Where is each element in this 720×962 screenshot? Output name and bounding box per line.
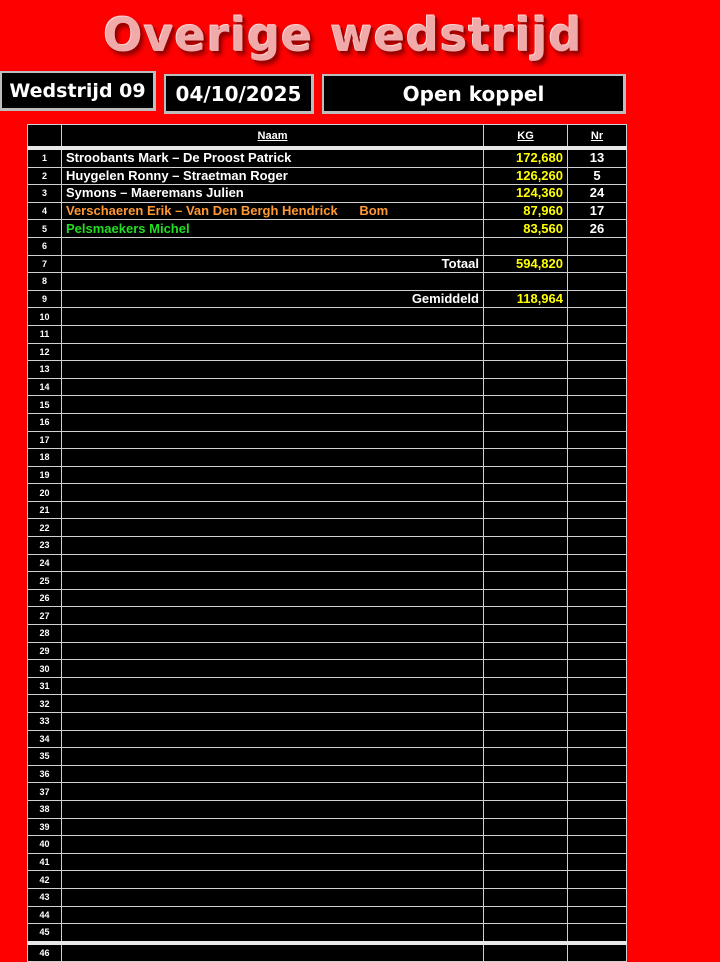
row-name [62,607,484,625]
row-index: 4 [28,202,62,220]
row-kg: 172,680 [484,148,568,167]
row-nr [568,800,627,818]
row-nr [568,396,627,414]
row-kg [484,748,568,766]
row-name [62,800,484,818]
row-kg [484,519,568,537]
row-nr [568,449,627,467]
row-index: 9 [28,290,62,308]
row-nr [568,853,627,871]
row-kg [484,554,568,572]
row-name [62,466,484,484]
table-row [28,853,627,871]
row-name [62,343,484,361]
table-row [28,148,627,167]
row-name [62,748,484,766]
table-row [28,449,627,467]
row-index: 15 [28,396,62,414]
row-nr [568,943,627,962]
row-index: 39 [28,818,62,836]
row-kg [484,501,568,519]
row-index: 30 [28,660,62,678]
table-row [28,871,627,889]
row-index: 2 [28,167,62,185]
table-row [28,783,627,801]
match-label: Wedstrijd 09 [0,71,156,111]
row-index: 11 [28,325,62,343]
row-index: 36 [28,765,62,783]
row-index: 43 [28,888,62,906]
table-row [28,730,627,748]
header-nr: Nr [568,125,627,149]
row-nr [568,783,627,801]
row-kg [484,677,568,695]
row-nr [568,361,627,379]
row-nr [568,343,627,361]
table-row [28,343,627,361]
row-nr [568,642,627,660]
row-nr [568,554,627,572]
row-kg [484,361,568,379]
row-name [62,642,484,660]
row-nr [568,607,627,625]
match-date: 04/10/2025 [164,74,314,114]
row-kg [484,713,568,731]
row-index: 13 [28,361,62,379]
competition-type: Open koppel [322,74,626,114]
header-naam: Naam [62,125,484,149]
row-kg [484,818,568,836]
row-name [62,924,484,943]
table-header-row [28,125,627,149]
row-nr: 26 [568,220,627,238]
row-index: 26 [28,589,62,607]
row-index: 18 [28,449,62,467]
row-kg [484,413,568,431]
row-kg [484,800,568,818]
row-name: Stroobants Mark – De Proost Patrick [62,148,484,167]
row-index: 17 [28,431,62,449]
row-index: 21 [28,501,62,519]
row-name [62,325,484,343]
row-name [62,730,484,748]
page-title: Overige wedstrijd [103,8,583,62]
row-kg [484,660,568,678]
table-row [28,800,627,818]
table-row [28,748,627,766]
row-nr [568,589,627,607]
table-row [28,273,627,291]
row-kg [484,308,568,326]
table-row [28,413,627,431]
row-kg [484,449,568,467]
row-nr [568,484,627,502]
row-index: 29 [28,642,62,660]
row-name [62,501,484,519]
row-kg [484,906,568,924]
row-index: 24 [28,554,62,572]
table-row [28,765,627,783]
row-kg [484,431,568,449]
row-nr [568,237,627,255]
row-nr [568,501,627,519]
table-row [28,589,627,607]
row-kg [484,466,568,484]
row-kg: 83,560 [484,220,568,238]
row-kg [484,695,568,713]
table-row [28,818,627,836]
row-index: 34 [28,730,62,748]
row-nr [568,572,627,590]
table-row [28,237,627,255]
results-table [27,124,627,962]
row-name: Huygelen Ronny – Straetman Roger [62,167,484,185]
results-table-container [27,124,626,962]
row-nr [568,431,627,449]
row-index: 42 [28,871,62,889]
row-nr [568,378,627,396]
row-index: 22 [28,519,62,537]
table-row [28,501,627,519]
row-index: 37 [28,783,62,801]
header-index [28,125,62,149]
row-name [62,484,484,502]
table-row [28,220,627,238]
row-index: 7 [28,255,62,273]
row-kg [484,484,568,502]
row-index: 31 [28,677,62,695]
table-row [28,484,627,502]
row-kg [484,625,568,643]
row-nr [568,924,627,943]
table-row [28,290,627,308]
row-name [62,449,484,467]
row-name: Pelsmaekers Michel [62,220,484,238]
table-row [28,185,627,203]
row-index: 5 [28,220,62,238]
row-nr [568,625,627,643]
row-index: 35 [28,748,62,766]
row-name [62,677,484,695]
row-name [62,361,484,379]
row-nr [568,466,627,484]
table-row [28,255,627,273]
row-kg [484,836,568,854]
row-index: 12 [28,343,62,361]
row-name [62,413,484,431]
table-row [28,677,627,695]
table-row [28,378,627,396]
row-index: 8 [28,273,62,291]
row-kg: 126,260 [484,167,568,185]
table-row [28,519,627,537]
table-row [28,906,627,924]
row-name [62,396,484,414]
row-name [62,273,484,291]
table-row [28,713,627,731]
row-name [62,783,484,801]
table-row [28,695,627,713]
row-name [62,589,484,607]
row-kg [484,572,568,590]
row-name [62,660,484,678]
row-nr [568,765,627,783]
row-nr [568,325,627,343]
row-kg [484,783,568,801]
row-nr [568,713,627,731]
row-name [62,308,484,326]
row-nr [568,730,627,748]
table-row [28,625,627,643]
table-row [28,943,627,962]
row-nr [568,519,627,537]
row-nr [568,255,627,273]
row-name [62,519,484,537]
row-name [62,818,484,836]
row-nr [568,906,627,924]
row-name [62,237,484,255]
total-label: Totaal [62,255,484,273]
row-index: 40 [28,836,62,854]
row-index: 19 [28,466,62,484]
row-index: 23 [28,537,62,555]
row-index: 16 [28,413,62,431]
row-nr [568,677,627,695]
row-nr [568,836,627,854]
row-index: 25 [28,572,62,590]
table-row [28,361,627,379]
row-nr: 5 [568,167,627,185]
row-index: 27 [28,607,62,625]
table-row [28,537,627,555]
row-kg [484,325,568,343]
row-name [62,871,484,889]
table-row [28,607,627,625]
row-nr [568,290,627,308]
table-row [28,642,627,660]
row-name [62,378,484,396]
row-kg [484,589,568,607]
row-nr [568,818,627,836]
row-nr [568,871,627,889]
row-kg [484,237,568,255]
row-kg: 87,960 [484,202,568,220]
total-value: 594,820 [484,255,568,273]
row-index: 6 [28,237,62,255]
row-index: 14 [28,378,62,396]
table-row [28,888,627,906]
row-index: 33 [28,713,62,731]
row-name [62,765,484,783]
row-nr [568,695,627,713]
row-nr [568,413,627,431]
table-row [28,396,627,414]
row-name: Symons – Maeremans Julien [62,185,484,203]
row-nr [568,308,627,326]
header-kg: KG [484,125,568,149]
row-nr [568,660,627,678]
row-kg [484,642,568,660]
row-name [62,943,484,962]
table-row [28,572,627,590]
row-index: 10 [28,308,62,326]
table-row [28,308,627,326]
row-kg [484,853,568,871]
row-kg [484,273,568,291]
average-value: 118,964 [484,290,568,308]
row-kg [484,871,568,889]
row-index: 45 [28,924,62,943]
row-name [62,554,484,572]
table-row [28,836,627,854]
row-kg [484,924,568,943]
table-row [28,660,627,678]
row-kg [484,765,568,783]
row-nr: 13 [568,148,627,167]
row-kg [484,537,568,555]
row-name: Verschaeren Erik – Van Den Bergh Hendrick Bom [62,202,484,220]
row-index: 3 [28,185,62,203]
row-name [62,836,484,854]
table-row [28,554,627,572]
table-row [28,202,627,220]
row-index: 38 [28,800,62,818]
table-row [28,466,627,484]
row-nr [568,888,627,906]
row-kg [484,730,568,748]
row-index: 41 [28,853,62,871]
row-name [62,853,484,871]
table-row [28,167,627,185]
table-row [28,325,627,343]
row-nr: 17 [568,202,627,220]
row-name [62,431,484,449]
row-nr [568,748,627,766]
row-nr [568,537,627,555]
row-kg [484,378,568,396]
row-nr [568,273,627,291]
row-index: 1 [28,148,62,167]
row-kg [484,396,568,414]
row-name [62,713,484,731]
row-kg: 124,360 [484,185,568,203]
row-index: 32 [28,695,62,713]
row-name [62,888,484,906]
row-index: 20 [28,484,62,502]
row-name [62,906,484,924]
table-row [28,431,627,449]
row-index: 46 [28,943,62,962]
row-name [62,695,484,713]
row-name [62,572,484,590]
row-index: 44 [28,906,62,924]
row-nr: 24 [568,185,627,203]
table-row [28,924,627,943]
row-name [62,625,484,643]
row-kg [484,888,568,906]
row-kg [484,607,568,625]
row-name [62,537,484,555]
row-kg [484,343,568,361]
average-label: Gemiddeld [62,290,484,308]
row-index: 28 [28,625,62,643]
row-kg [484,943,568,962]
